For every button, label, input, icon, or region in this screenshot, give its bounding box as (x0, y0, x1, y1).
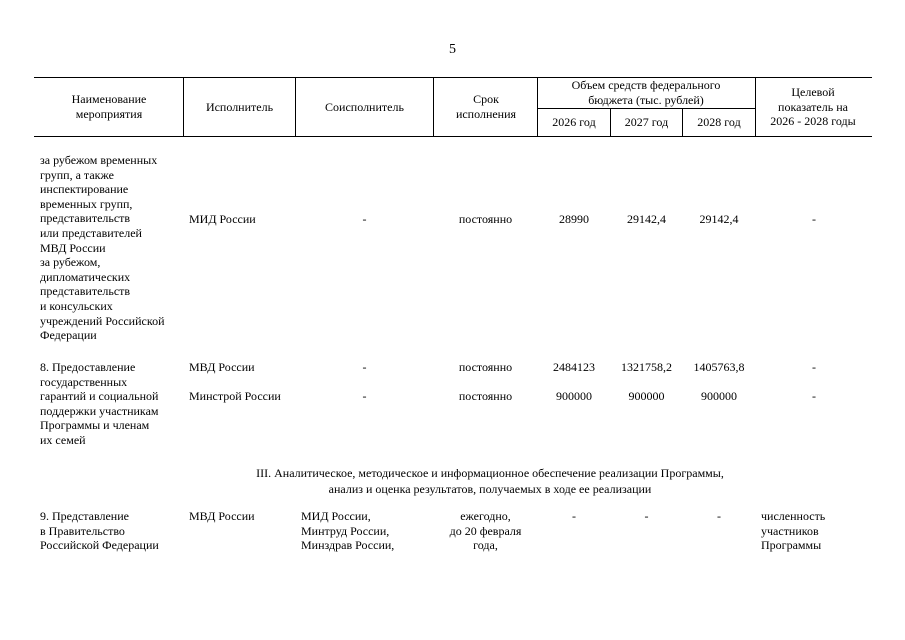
row-2028: 29142,4 (699, 212, 739, 226)
header-bottom-rule (34, 136, 872, 137)
row-coexecutor: - (362, 360, 367, 374)
row-coexecutor: - (362, 212, 367, 226)
header-budget: Объем средств федерального бюджета (тыс. рублей) (571, 78, 721, 107)
row-coexecutor: МИД России, Минтруд России, Минздрав России, (301, 509, 395, 553)
header-coexecutor: Соисполнитель (325, 99, 404, 114)
row-2028: - (717, 509, 721, 523)
row-term: постоянно (458, 389, 513, 403)
row-2026: - (572, 509, 576, 523)
header-divider (433, 77, 434, 136)
row-2027: - (644, 509, 649, 523)
header-2028: 2028 год (697, 115, 741, 130)
row-name: 8. Предоставление государственных гарантий и социальной поддержки участникам Программы и членам их семей (40, 360, 159, 447)
row-term: постоянно (458, 212, 513, 226)
row-term: постоянно (458, 360, 513, 374)
row-2026: 28990 (559, 212, 589, 226)
row-name: 9. Представление в Правительство Российской Федерации (40, 509, 159, 553)
header-target: Целевой показатель на 2026 - 2028 годы (770, 85, 856, 129)
header-2027: 2027 год (624, 115, 669, 130)
header-2026: 2026 год (552, 115, 596, 130)
row-target: - (812, 360, 816, 374)
row-executor: МИД России (189, 212, 256, 226)
row-term: ежегодно, до 20 февраля года, (449, 509, 522, 553)
header-divider (755, 77, 756, 136)
header-term: Срок исполнения (455, 92, 517, 121)
row-2027: 1321758,2 (621, 360, 672, 374)
page-number: 5 (449, 42, 456, 57)
row-2026: 2484123 (553, 360, 595, 374)
row-coexecutor: - (362, 389, 367, 403)
row-2028: 900000 (701, 389, 737, 403)
row-2028: 1405763,8 (693, 360, 745, 374)
header-name: Наименование мероприятия (71, 92, 147, 121)
row-target: - (812, 212, 816, 226)
row-2027: 29142,4 (627, 212, 666, 226)
row-2026: 900000 (556, 389, 592, 403)
row-target: - (812, 389, 816, 403)
row-2027: 900000 (628, 389, 665, 403)
header-executor: Исполнитель (205, 99, 274, 114)
row-target: численность участников Программы (761, 509, 826, 553)
row-name: за рубежом временных групп, а также инспектирование временных групп, представительств или представителей МВД России за рубежом, дипломатических представительств и консульских учреждений Российской Федерации (40, 153, 165, 343)
row-executor: МВД России (189, 360, 255, 374)
row-executor: МВД России (189, 509, 255, 523)
row-executor: Минстрой России (189, 389, 281, 403)
section-heading: III. Аналитическое, методическое и информационное обеспечение реализации Программы, анализ и оценка результатов, получаемых в ходе ее реализации (256, 466, 724, 496)
